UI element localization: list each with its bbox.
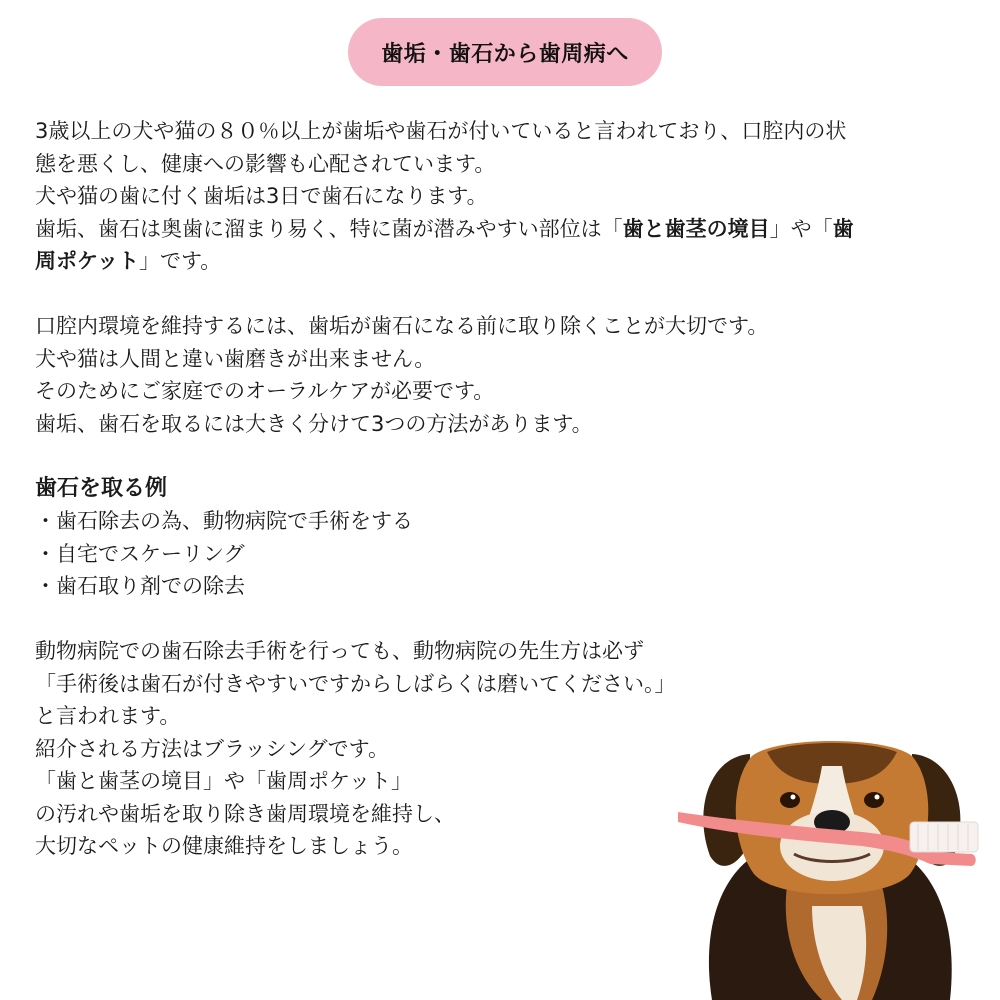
intro-line-5-text: 」です。 bbox=[138, 249, 222, 273]
section4-line-1: 動物病院での歯石除去手術を行っても、動物病院の先生方は必ず bbox=[35, 639, 644, 663]
intro-line-4 bbox=[35, 213, 975, 246]
page-title: 歯垢・歯石から歯周病へ bbox=[381, 41, 629, 67]
intro-line-3: 犬や猫の歯に付く歯垢は3日で歯石になります。 bbox=[35, 184, 488, 208]
intro-line-4-text: 歯垢、歯石は奥歯に溜まり易く、特に菌が潜みやすい部位は「 bbox=[35, 216, 623, 241]
intro-line-2: 態を悪くし、健康への影響も心配されています。 bbox=[35, 151, 496, 176]
intro-line-4-mid: 」や「 bbox=[769, 216, 833, 241]
section4-line-4: 紹介される方法はブラッシングです。 bbox=[35, 736, 389, 761]
section4-line-7: 大切なペットの健康維持をしましょう。 bbox=[35, 834, 413, 858]
examples-item-2: ・自宅でスケーリング bbox=[35, 541, 245, 566]
section2-line-2: 犬や猫は人間と違い歯磨きが出来ません。 bbox=[35, 346, 436, 371]
page-title-banner bbox=[348, 18, 662, 86]
section4-line-2: 「手術後は歯石が付きやすいですからしばらくは磨いてください。」 bbox=[35, 671, 676, 696]
intro-bold-gumline: 歯と歯茎の境目 bbox=[622, 216, 770, 241]
intro-line-5 bbox=[35, 245, 975, 278]
section4-line-3: と言われます。 bbox=[35, 704, 181, 728]
section4-line-6: の汚れや歯垢を取り除き歯周環境を維持し、 bbox=[35, 801, 455, 826]
section2-line-4: 歯垢、歯石を取るには大きく分けて3つの方法があります。 bbox=[35, 411, 593, 436]
examples-heading: 歯石を取る例 bbox=[35, 475, 168, 501]
examples-item-1: ・歯石除去の為、動物病院で手術をする bbox=[35, 509, 413, 533]
section2-line-1: 口腔内環境を維持するには、歯垢が歯石になる前に取り除くことが大切です。 bbox=[35, 314, 769, 338]
intro-line-1: 3歳以上の犬や猫の８０％以上が歯垢や歯石が付いていると言われており、口腔内の状 bbox=[35, 119, 847, 143]
dog-with-toothbrush-icon bbox=[672, 736, 990, 1000]
examples-item-3: ・歯石取り剤での除去 bbox=[35, 574, 245, 598]
section2-line-3: そのためにご家庭でのオーラルケアが必要です。 bbox=[35, 379, 495, 403]
section4-line-5: 「歯と歯茎の境目」や「歯周ポケット」 bbox=[35, 769, 412, 793]
intro-bold-pocket-start: 歯 bbox=[832, 216, 854, 241]
intro-bold-pocket-end: 周ポケット bbox=[35, 249, 139, 273]
